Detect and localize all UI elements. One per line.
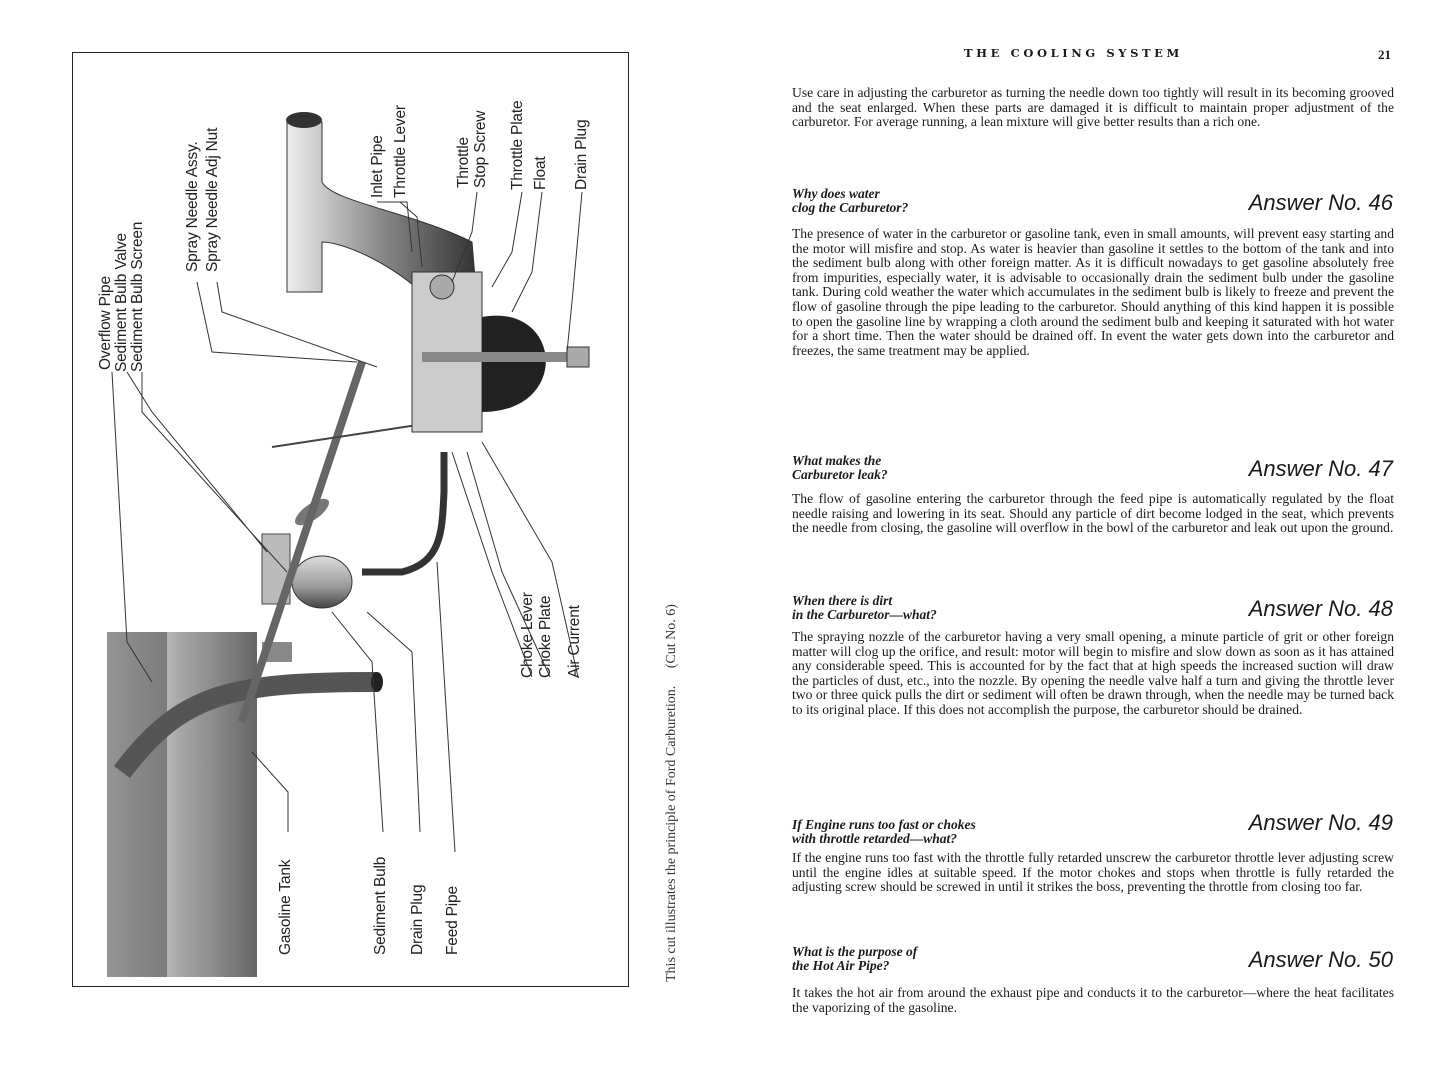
question-line: What is the purpose of (792, 944, 918, 959)
question-46 (792, 187, 908, 215)
label-inlet-pipe: Inlet Pipe (369, 135, 386, 198)
question-line: What makes the (792, 453, 882, 468)
label-choke-plate: Choke Plate (537, 595, 554, 678)
question-line: Why does water (792, 186, 880, 201)
question-line: If Engine runs too fast or chokes (792, 817, 976, 832)
label-float: Float (532, 156, 549, 190)
label-air-current: Air Current (566, 605, 583, 678)
carburetor-body (412, 272, 589, 432)
figure-caption: This cut illustrates the principle of Ford Carburetion. (Cut No. 6) (664, 604, 679, 982)
label-throttle-stop-screw-line2: Stop Screw (472, 110, 489, 188)
answer-body-50: It takes the hot air from around the exhaust pipe and conducts it to the carburetor—where the heat facilitates the vaporizing of the gasoline. (792, 985, 1394, 1015)
question-line: with throttle retarded—what? (792, 831, 958, 846)
question-47 (792, 454, 888, 482)
left-page (0, 0, 716, 1076)
answer-body-47: The flow of gasoline entering the carburetor through the feed pipe is automatically regulated by the float needle raising and lowering in its seat. Should any particle of dirt become lodged in the seat, which prevents the needle from closing, the gasoline will overflow in the bowl of the carburetor and leak out upon the ground. (792, 491, 1394, 536)
label-drain-plug-carburetor: Drain Plug (573, 119, 590, 190)
label-sediment-bulb-valve: Sediment Bulb Valve (113, 233, 130, 372)
label-overflow-pipe: Overflow Pipe (97, 276, 114, 370)
label-choke-lever: Choke Lever (519, 592, 536, 678)
page-number: 21 (1378, 47, 1391, 62)
intro-paragraph: Use care in adjusting the carburetor as turning the needle down too tightly will result in its becoming grooved and the seat enlarged. When these parts are damaged it is difficult to maintain proper adjustment of the carburetor. For average running, a lean mixture will give better results than a rich one. (792, 85, 1394, 130)
question-50 (792, 945, 917, 973)
feed-pipe (362, 452, 444, 572)
carburetor-diagram (72, 52, 629, 987)
answer-heading-48: Answer No. 48 (1248, 596, 1393, 621)
label-sediment-bulb-screen: Sediment Bulb Screen (129, 221, 146, 372)
label-gasoline-tank: Gasoline Tank (277, 859, 294, 955)
answer-heading-46: Answer No. 46 (1248, 190, 1393, 215)
question-49 (792, 818, 976, 846)
answer-heading-50: Answer No. 50 (1248, 947, 1393, 972)
answer-body-48: The spraying nozzle of the carburetor having a very small opening, a minute particle of grit or other foreign matter will clog up the orifice, and result: motor will begin to misfire and slow down as soon as it has attained any considerable speed. This is accounted for by the fact that at high speeds the increased suction will draw the particles of dust, etc., into the nozzle. By opening the needle valve half a turn and giving the throttle lever two or three quick pulls the dirt or sediment will often be drawn through, when the needle may be turned back to its original place. If this does not accomplish the purpose, the carburetor should be drained. (792, 629, 1394, 717)
label-throttle-stop-screw-line1: Throttle (455, 137, 472, 188)
label-throttle-lever: Throttle Lever (392, 105, 409, 198)
label-spray-needle-assy: Spray Needle Assy. (184, 141, 201, 272)
label-sediment-bulb: Sediment Bulb (372, 856, 389, 955)
answer-heading-47: Answer No. 47 (1248, 456, 1393, 481)
sediment-bulb (292, 556, 352, 608)
running-head: THE COOLING SYSTEM (964, 46, 1183, 60)
answer-body-49: If the engine runs too fast with the throttle fully retarded unscrew the carburetor throttle lever adjusting screw until the engine idles at suitable speed. If the motor chokes and stops when throttle is fully retarded the adjusting screw should be screwed in until it strikes the boss, preventing the throttle from closing too far. (792, 850, 1394, 895)
question-line: When there is dirt (792, 593, 893, 608)
label-drain-plug-bulb: Drain Plug (409, 884, 426, 955)
label-throttle-stop-screw (455, 111, 489, 188)
answer-heading-49: Answer No. 49 (1248, 810, 1393, 835)
question-line: Carburetor leak? (792, 467, 888, 482)
right-page (716, 0, 1433, 1076)
label-throttle-plate: Throttle Plate (509, 100, 526, 190)
question-line: in the Carburetor—what? (792, 607, 937, 622)
question-48 (792, 594, 937, 622)
answer-body-46: The presence of water in the carburetor or gasoline tank, even in small amounts, will prevent easy starting and the motor will misfire and stop. As water is heavier than gasoline it settles to the bottom of the tank and into the sediment bulb along with other foreign matter. As it is difficult nowadays to get gasoline absolutely free from impurities, especially water, it is advisable to occasionally drain the sediment bulb under the gasoline tank. During cold weather the water which accumulates in the sediment bulb is likely to freeze and prevent the flow of gasoline through the pipe leading to the carburetor. Should anything of this kind happen it is possible to open the gasoline line by wrapping a cloth around the sediment bulb and keeping it saturated with hot water for a short time. Then the water should be drained off. In event the water gets down into the carburetor and freezes, the same treatment may be applied. (792, 226, 1394, 358)
question-line: the Hot Air Pipe? (792, 958, 890, 973)
question-line: clog the Carburetor? (792, 200, 909, 215)
label-feed-pipe: Feed Pipe (444, 886, 461, 955)
label-spray-needle-adj-nut: Spray Needle Adj Nut (204, 127, 221, 272)
